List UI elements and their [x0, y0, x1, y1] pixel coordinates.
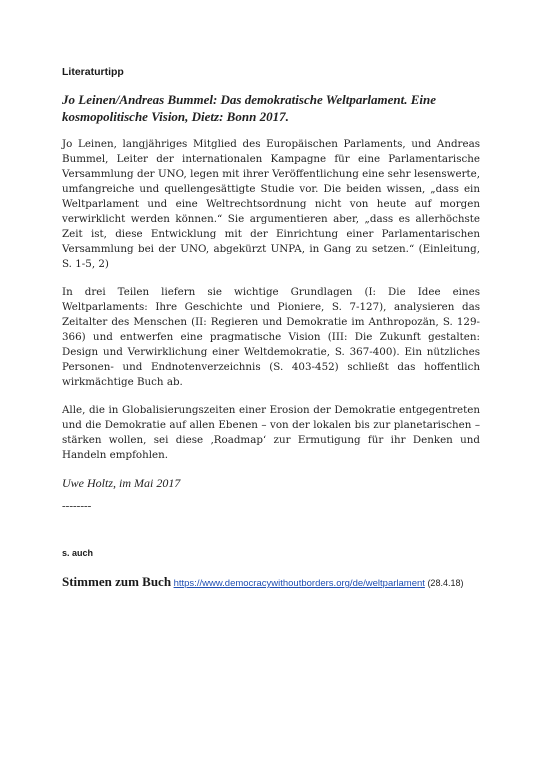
kicker-heading: Literaturtipp: [62, 66, 124, 78]
see-also-label: s. auch: [62, 548, 94, 558]
paragraph-structure: In drei Teilen liefern sie wichtige Grundlagen (I: Die Idee eines Weltparlaments: Ihre Geschichte und Pioniere, S. 7-127), analysieren das Zeitalter des Menschen (II: Regieren und Demokratie im Anthropozän, S. 129-366) und entwerfen eine pragmatische Vision (III: Die Zukunft gestalten: Design und Verwirklichung einer Weltdemokratie, S. 367-400). Ein nützliches Personen- und Endnotenverzeichnis (S. 403-452) schließt das hoffentlich wirkmächtige Buch ab.: [62, 286, 480, 388]
links-line: [62, 574, 480, 590]
separator: --------: [62, 500, 92, 512]
voices-label: Stimmen zum Buch: [62, 574, 172, 589]
document-page: [62, 66, 480, 590]
book-reference: Jo Leinen/Andreas Bummel: Das demokratische Weltparlament. Eine kosmopolitische Vision, Dietz: Bonn 2017.: [62, 92, 437, 124]
paragraph-intro: Jo Leinen, langjähriges Mitglied des Europäischen Parlaments, und Andreas Bummel, Leiter der internationalen Kampagne für eine Parlamentarische Versammlung der UNO, legen mit ihrer Veröffentlichung eine sehr lesenswerte, umfangreiche und quellengesättigte Studie vor. Die beiden wissen, „dass ein Weltparlament und eine Weltrechtsordnung nicht von heute auf morgen verwirklicht werden können.“ Sie argumentieren aber, „dass es allerhöchste Zeit ist, diese Entwicklung mit der Einrichtung einer Parlamentarischen Versammlung bei der UNO, abgekürzt UNPA, in Gang zu setzen.“ (Einleitung, S. 1-5, 2): [62, 138, 480, 270]
website-link[interactable]: https://www.democracywithoutborders.org/de/weltparlament: [173, 578, 425, 589]
signature: Uwe Holtz, im Mai 2017: [62, 476, 181, 490]
link-date: (28.4.18): [427, 578, 464, 588]
paragraph-recommendation: Alle, die in Globalisierungszeiten einer Erosion der Demokratie entgegentreten und die Demokratie auf allen Ebenen – von der lokalen bis zur planetarischen – stärken wollen, sei diese ‚Roadmap‘ zur Ermutigung für ihr Denken und Handeln empfohlen.: [62, 404, 480, 461]
